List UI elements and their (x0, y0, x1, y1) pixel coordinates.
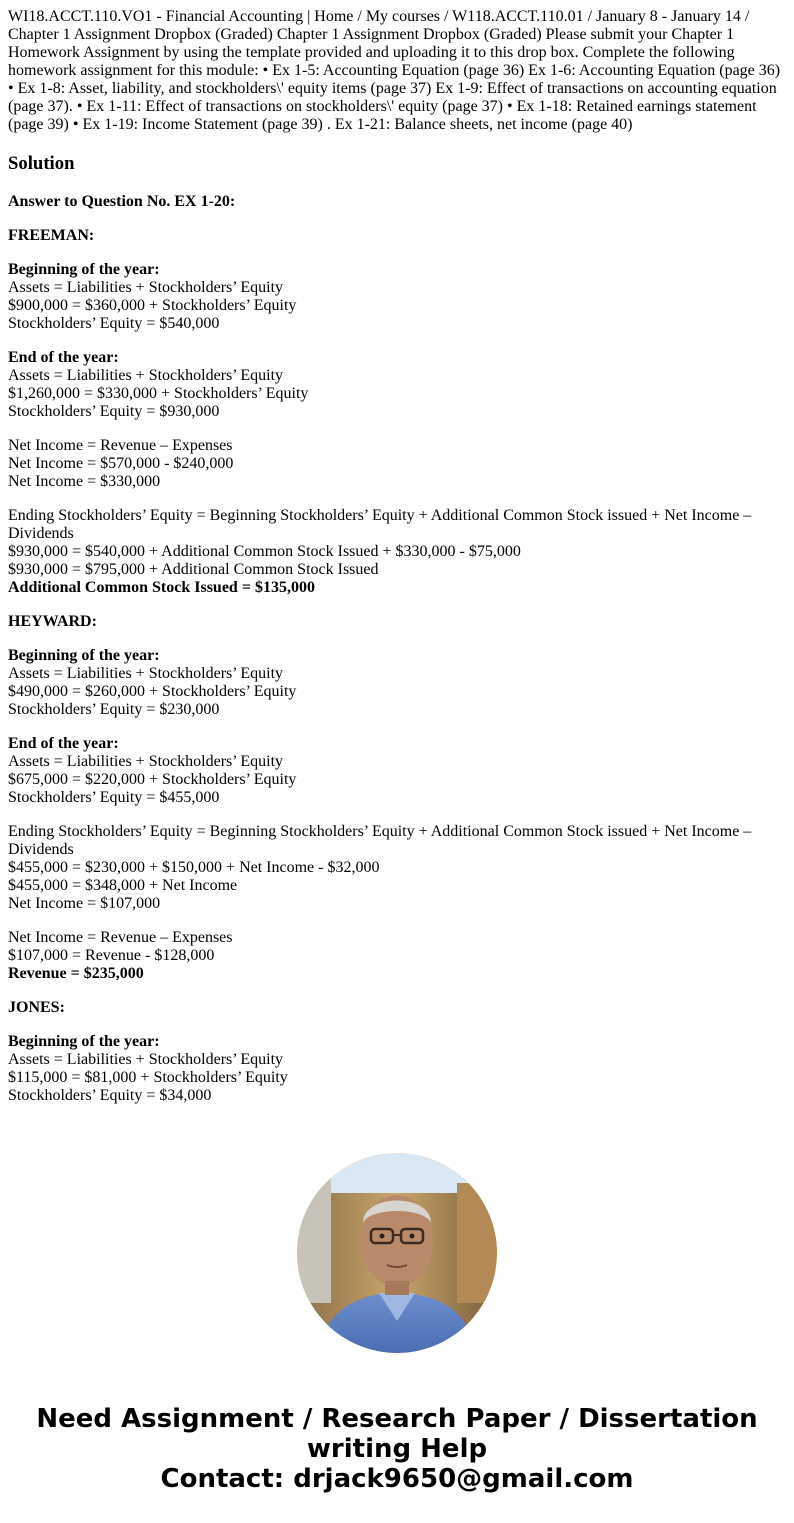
freeman-beginning-heading: Beginning of the year: (8, 261, 160, 278)
jones-beginning-heading: Beginning of the year: (8, 1033, 160, 1050)
solution-heading: Solution (8, 153, 75, 174)
freeman-equity-line-3: $930,000 = $795,000 + Additional Common Stock Issued (8, 561, 379, 578)
heyward-equity-line-1: Ending Stockholders’ Equity = Beginning Stockholders’ Equity + Additional Common Stock issued + Net Income – Dividends (8, 823, 752, 858)
freeman-end-line-3: Stockholders’ Equity = $930,000 (8, 403, 220, 420)
jones-heading: JONES: (8, 999, 65, 1016)
jones-beginning-line-1: Assets = Liabilities + Stockholders’ Equity (8, 1051, 284, 1068)
freeman-equity-line-2: $930,000 = $540,000 + Additional Common Stock Issued + $330,000 - $75,000 (8, 543, 521, 560)
heyward-equity-line-4: Net Income = $107,000 (8, 895, 161, 912)
heyward-end-line-2: $675,000 = $220,000 + Stockholders’ Equity (8, 771, 297, 788)
freeman-equity-result: Additional Common Stock Issued = $135,000 (8, 579, 315, 596)
banner-line-1: Need Assignment / Research Paper / Dissertation (36, 1404, 758, 1434)
heyward-revenue-line-2: $107,000 = Revenue - $128,000 (8, 947, 215, 964)
freeman-beginning-line-2: $900,000 = $360,000 + Stockholders’ Equity (8, 297, 297, 314)
author-avatar (297, 1153, 497, 1353)
heyward-revenue-result: Revenue = $235,000 (8, 965, 144, 982)
heyward-equity-line-3: $455,000 = $348,000 + Net Income (8, 877, 238, 894)
freeman-ni-line-1: Net Income = Revenue – Expenses (8, 437, 233, 454)
heyward-end-block (8, 735, 786, 807)
freeman-beginning-block (8, 261, 786, 333)
jones-beginning-line-2: $115,000 = $81,000 + Stockholders’ Equity (8, 1069, 288, 1086)
heyward-beginning-block (8, 647, 786, 719)
freeman-net-income-block (8, 437, 786, 491)
freeman-ni-line-3: Net Income = $330,000 (8, 473, 161, 490)
heyward-end-line-3: Stockholders’ Equity = $455,000 (8, 789, 220, 806)
heyward-beginning-line-3: Stockholders’ Equity = $230,000 (8, 701, 220, 718)
heyward-beginning-heading: Beginning of the year: (8, 647, 160, 664)
answer-title: Answer to Question No. EX 1-20: (8, 193, 236, 210)
banner-contact-line: Contact: drjack9650@gmail.com (160, 1464, 634, 1494)
freeman-heading: FREEMAN: (8, 227, 95, 244)
freeman-ni-line-2: Net Income = $570,000 - $240,000 (8, 455, 234, 472)
freeman-end-block (8, 349, 786, 421)
heyward-beginning-line-2: $490,000 = $260,000 + Stockholders’ Equity (8, 683, 297, 700)
question-text: WI18.ACCT.110.VO1 - Financial Accounting | Home / My courses / W118.ACCT.110.01 / January 8 - January 14 / Chapter 1 Assignment Dropbox (Graded) Chapter 1 Assignment Dropbox (Graded) Please submit your Chapter 1 Homework Assignment by using the template provided and uploading it to this drop box. Complete the following homework assignment for this module: • Ex 1-5: Accounting Equation (page 36) Ex 1-6: Accounting Equation (page 36) • Ex 1-8: Asset, liability, and stockholders\' equity items (page 37) Ex 1-9: Effect of transactions on accounting equation (page 37). • Ex 1-11: Effect of transactions on stockholders\' equity (page 37) • Ex 1-18: Retained earnings statement (page 39) • Ex 1-19: Income Statement (page 39) . Ex 1-21: Balance sheets, net income (page 40) (8, 8, 781, 133)
jones-beginning-line-3: Stockholders’ Equity = $34,000 (8, 1087, 212, 1104)
freeman-end-line-2: $1,260,000 = $330,000 + Stockholders’ Equity (8, 385, 309, 402)
heyward-end-line-1: Assets = Liabilities + Stockholders’ Equity (8, 753, 284, 770)
banner-line-2: writing Help (306, 1434, 488, 1464)
freeman-end-line-1: Assets = Liabilities + Stockholders’ Equity (8, 367, 284, 384)
freeman-equity-line-1: Ending Stockholders’ Equity = Beginning Stockholders’ Equity + Additional Common Stock issued + Net Income – Dividends (8, 507, 752, 542)
freeman-end-heading: End of the year: (8, 349, 119, 366)
heyward-beginning-line-1: Assets = Liabilities + Stockholders’ Equity (8, 665, 284, 682)
heyward-equity-line-2: $455,000 = $230,000 + $150,000 + Net Income - $32,000 (8, 859, 380, 876)
jones-beginning-block (8, 1033, 786, 1105)
heyward-end-heading: End of the year: (8, 735, 119, 752)
heyward-revenue-line-1: Net Income = Revenue – Expenses (8, 929, 233, 946)
freeman-beginning-line-1: Assets = Liabilities + Stockholders’ Equity (8, 279, 284, 296)
heyward-equity-block (8, 823, 786, 913)
heyward-revenue-block (8, 929, 786, 983)
heyward-heading: HEYWARD: (8, 613, 97, 630)
freeman-equity-block (8, 507, 786, 597)
contact-banner (0, 1404, 794, 1494)
freeman-beginning-line-3: Stockholders’ Equity = $540,000 (8, 315, 220, 332)
author-photo (297, 1153, 497, 1353)
